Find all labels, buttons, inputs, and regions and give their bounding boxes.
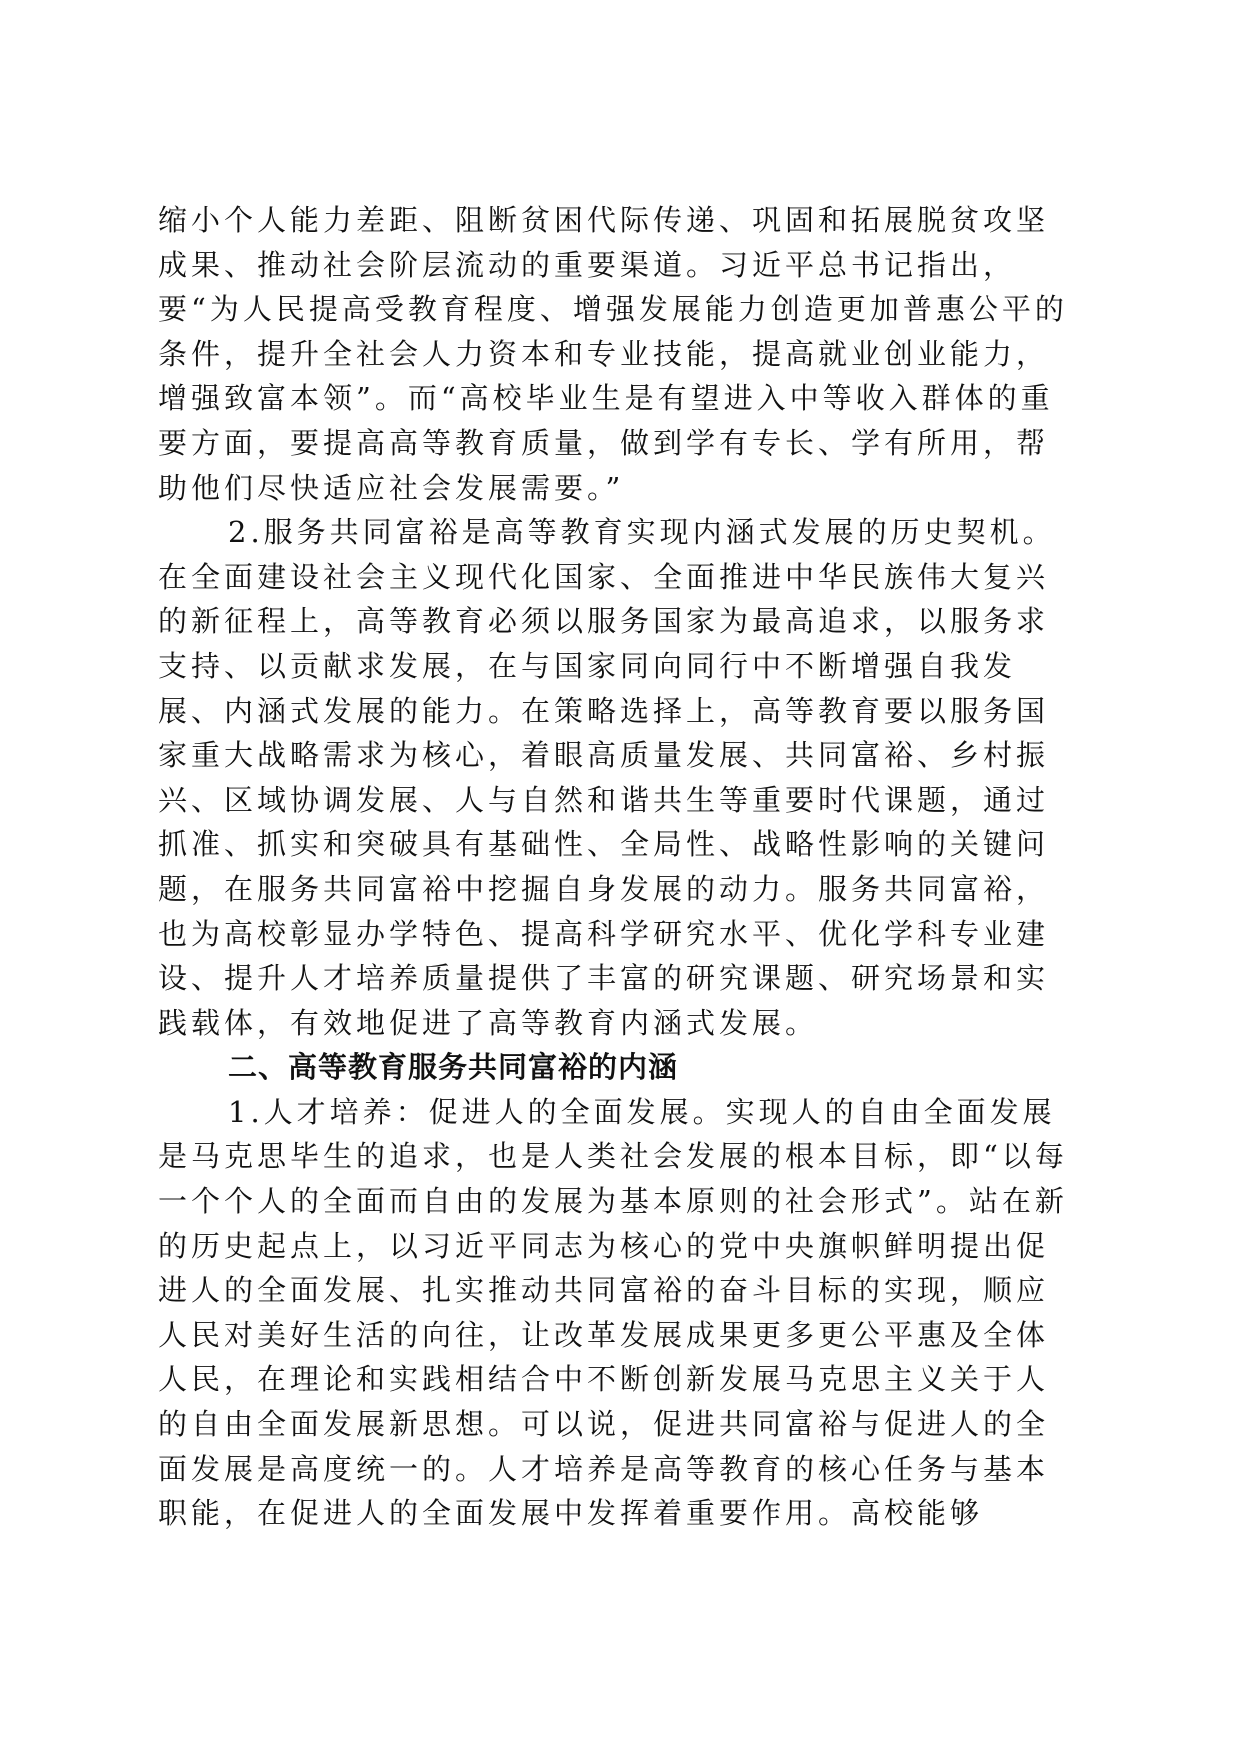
paragraph-continued: 缩小个人能力差距、阻断贫困代际传递、巩固和拓展脱贫攻坚成果、推动社会阶层流动的重要渠道。习近平总书记指出，要“为人民提高受教育程度、增强发展能力创造更加普惠公平的条件，提升全社会人力资本和专业技能，提高就业创业能力，增强致富本领”。而“高校毕业生是有望进入中等收入群体的重要方面，要提高高等教育质量，做到学有专长、学有所用，帮助他们尽快适应社会发展需要。”: [158, 203, 1068, 505]
document-body: [158, 198, 1078, 1536]
paragraph-service-opportunity: 2.服务共同富裕是高等教育实现内涵式发展的历史契机。在全面建设社会主义现代化国家、全面推进中华民族伟大复兴的新征程上，高等教育必须以服务国家为最高追求，以服务求支持、以贡献求发展，在与国家同向同行中不断增强自我发展、内涵式发展的能力。在策略选择上，高等教育要以服务国家重大战略需求为核心，着眼高质量发展、共同富裕、乡村振兴、区域协调发展、人与自然和谐共生等重要时代课题，通过抓准、抓实和突破具有基础性、全局性、战略性影响的关键问题，在服务共同富裕中挖掘自身发展的动力。服务共同富裕，也为高校彰显办学特色、提高科学研究水平、优化学科专业建设、提升人才培养质量提供了丰富的研究课题、研究场景和实践载体，有效地促进了高等教育内涵式发展。: [158, 515, 1056, 1040]
section-heading: 二、高等教育服务共同富裕的内涵: [228, 1050, 679, 1085]
paragraph-talent-cultivation: 1.人才培养：促进人的全面发展。实现人的自由全面发展是马克思毕生的追求，也是人类社会发展的根本目标，即“以每一个个人的全面而自由的发展为基本原则的社会形式”。站在新的历史起点上，以习近平同志为核心的党中央旗帜鲜明提出促进人的全面发展、扎实推动共同富裕的奋斗目标的实现，顺应人民对美好生活的向往，让改革发展成果更多更公平惠及全体人民，在理论和实践相结合中不断创新发展马克思主义关于人的自由全面发展新思想。可以说，促进共同富裕与促进人的全面发展是高度统一的。人才培养是高等教育的核心任务与基本职能，在促进人的全面发展中发挥着重要作用。高校能够: [158, 1094, 1068, 1531]
